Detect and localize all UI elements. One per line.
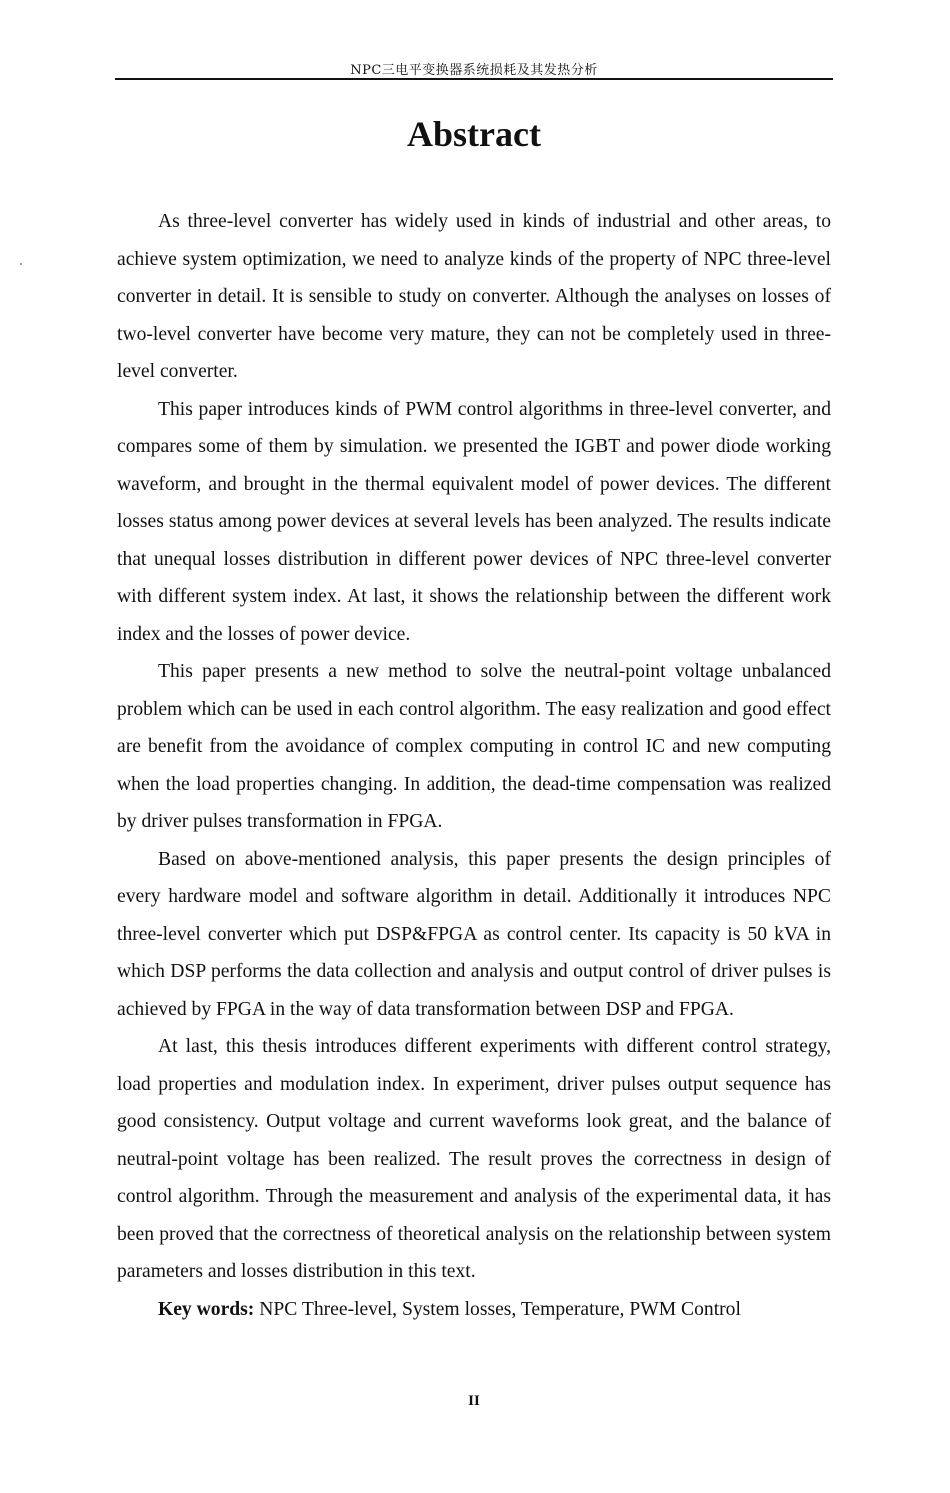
abstract-paragraph-4: Based on above-mentioned analysis, this paper presents the design principles of every hardware model and software algorithm in detail. Additionally it introduces NPC three-level converter which put DSP&FPGA as control center. Its capacity is 50 kVA in which DSP performs the data collection and analysis and output control of driver pulses is achieved by FPGA in the way of data transformation between DSP and FPGA. xyxy=(117,848,831,1020)
page-number: II xyxy=(468,1393,480,1409)
abstract-paragraph-5: At last, this thesis introduces different experiments with different control strategy, load properties and modulation index. In experiment, driver pulses output sequence has good consistency. Output voltage and current waveforms look great, and the balance of neutral-point voltage has been realized. The result proves the correctness in design of control algorithm. Through the measurement and analysis of the experimental data, it has been proved that the correctness of theoretical analysis on the relationship between system parameters and losses distribution in this text. xyxy=(117,1036,831,1282)
margin-mark xyxy=(20,263,22,265)
header-rule xyxy=(115,78,833,80)
keywords-label: Key words: xyxy=(158,1298,255,1320)
running-header-title: NPC三电平变换器系统损耗及其发热分析 xyxy=(350,63,598,78)
abstract-paragraph-1: As three-level converter has widely used in kinds of industrial and other areas, to achieve system optimization, we need to analyze kinds of the property of NPC three-level converter in detail. It is sensible to study on converter. Although the analyses on losses of two-level converter have become very mature, they can not be completely used in three-level converter. xyxy=(117,211,831,382)
abstract-paragraph-3: This paper presents a new method to solve the neutral-point voltage unbalanced problem which can be used in each control algorithm. The easy realization and good effect are benefit from the avoidance of complex computing in control IC and new computing when the load properties changing. In addition, the dead-time compensation was realized by driver pulses transformation in FPGA. xyxy=(117,661,831,832)
page-title: Abstract xyxy=(407,114,541,154)
keywords-line xyxy=(117,1291,831,1329)
abstract-paragraph-2: This paper introduces kinds of PWM control algorithms in three-level converter, and compares some of them by simulation. we presented the IGBT and power diode working waveform, and brought in the thermal equivalent model of power devices. The different losses status among power devices at several levels has been analyzed. The results indicate that unequal losses distribution in different power devices of NPC three-level converter with different system index. At last, it shows the relationship between the different work index and the losses of power device. xyxy=(117,398,831,645)
keywords-text: NPC Three-level, System losses, Temperature, PWM Control xyxy=(259,1298,741,1320)
abstract-body xyxy=(117,203,831,1328)
